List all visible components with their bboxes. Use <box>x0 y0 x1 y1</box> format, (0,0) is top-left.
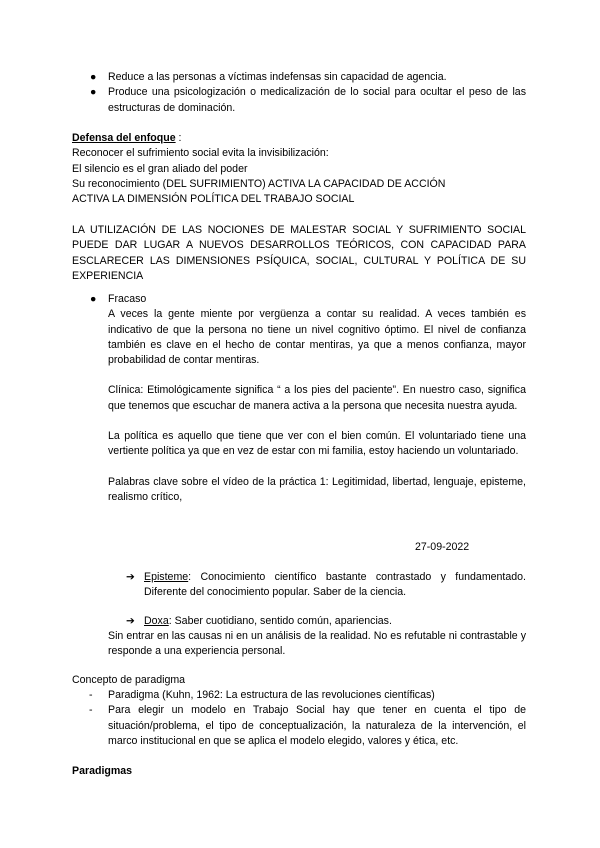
defensa-line: Su reconocimiento (DEL SUFRIMIENTO) ACTIVA LA CAPACIDAD DE ACCIÓN <box>72 177 446 190</box>
doxa-paragraph: Sin entrar en las causas ni en un análisis de la realidad. No es refutable ni contrastable y responde a una experiencia personal. <box>108 630 526 658</box>
top-bullet-list <box>90 70 526 116</box>
dash-icon: - <box>89 689 93 701</box>
date-label: 27-09-2022 <box>415 541 470 553</box>
fracaso-title: Fracaso <box>108 293 147 305</box>
episteme-item: ➔ Episteme: Conocimiento científico bastante contrastado y fundamentado. Diferente del conocimiento popular. Saber de la ciencia. <box>126 571 526 599</box>
episteme-term: Episteme <box>144 571 189 583</box>
fracaso-paragraph-4: Palabras clave sobre el vídeo de la práctica 1: Legitimidad, libertad, lenguaje, episteme, realismo crítico, <box>108 475 526 503</box>
paradigmas-heading: Paradigmas <box>72 765 133 777</box>
paradigma-list <box>89 688 526 749</box>
list-item: ● Reduce a las personas a víctimas indefensas sin capacidad de agencia. <box>108 70 526 85</box>
defensa-heading: Defensa del enfoque : <box>72 132 182 144</box>
defensa-line: El silencio es el gran aliado del poder <box>72 162 248 175</box>
bullet-icon: ● <box>90 71 97 83</box>
list-item: - Para elegir un modelo en Trabajo Social hay que tener en cuenta el tipo de situación/problema, el tipo de conceptualización, la naturaleza de la intervención, el marco institucional en que se aplica el modelo elegido, valores y ética, etc. <box>89 704 526 747</box>
list-item: ● Produce una psicologización o medicalización de lo social para ocultar el peso de las estructuras de dominación. <box>90 86 526 114</box>
arrow-icon: ➔ <box>126 571 135 583</box>
arrow-icon: ➔ <box>126 615 135 627</box>
defensa-section <box>72 131 532 207</box>
doxa-term: Doxa <box>144 615 169 627</box>
defensa-line: Reconocer el sufrimiento social evita la invisibilización: <box>72 147 329 160</box>
bullet-icon: ● <box>90 86 97 99</box>
paradigma-heading: Concepto de paradigma <box>72 674 186 686</box>
fracaso-section <box>90 292 526 505</box>
bullet-icon: ● <box>90 293 97 305</box>
fracaso-paragraph-3: La política es aquello que tiene que ver con el bien común. El voluntariado tiene una vertiente política ya que en vez de estar con mi familia, estoy haciendo un voluntariado. <box>108 430 526 458</box>
caps-paragraph: LA UTILIZACIÓN DE LAS NOCIONES DE MALESTAR SOCIAL Y SUFRIMIENTO SOCIAL PUEDE DAR LUGAR A NUEVOS DESARROLLOS TEÓRICOS, CON CAPACIDAD PARA ESCLARECER LAS DIMENSIONES PSÍQUICA, SOCIAL, CULTURAL Y POLÍTICA DE SU EXPERIENCIA <box>72 224 526 282</box>
fracaso-title-row <box>90 292 526 307</box>
fracaso-paragraph-1: A veces la gente miente por vergüenza a contar su realidad. A veces también es indicativo de que la persona no tiene un nivel cognitivo óptimo. El nivel de confianza también es clave en el hecho de contar mentiras, ya que a menos confianza, mayor probabilidad de contar mentiras. <box>108 308 526 367</box>
doxa-item: ➔ Doxa: Saber cuotidiano, sentido común, apariencias. <box>144 614 526 629</box>
list-item: - Paradigma (Kuhn, 1962: La estructura de las revoluciones científicas) <box>108 688 526 703</box>
defensa-line: ACTIVA LA DIMENSIÓN POLÍTICA DEL TRABAJO SOCIAL <box>72 193 355 206</box>
dash-icon: - <box>89 704 93 717</box>
fracaso-paragraph-2: Clínica: Etimológicamente significa “ a los pies del paciente”. En nuestro caso, significa que tenemos que escuchar de manera activa a la persona que necesita nuestra ayuda. <box>108 384 526 412</box>
